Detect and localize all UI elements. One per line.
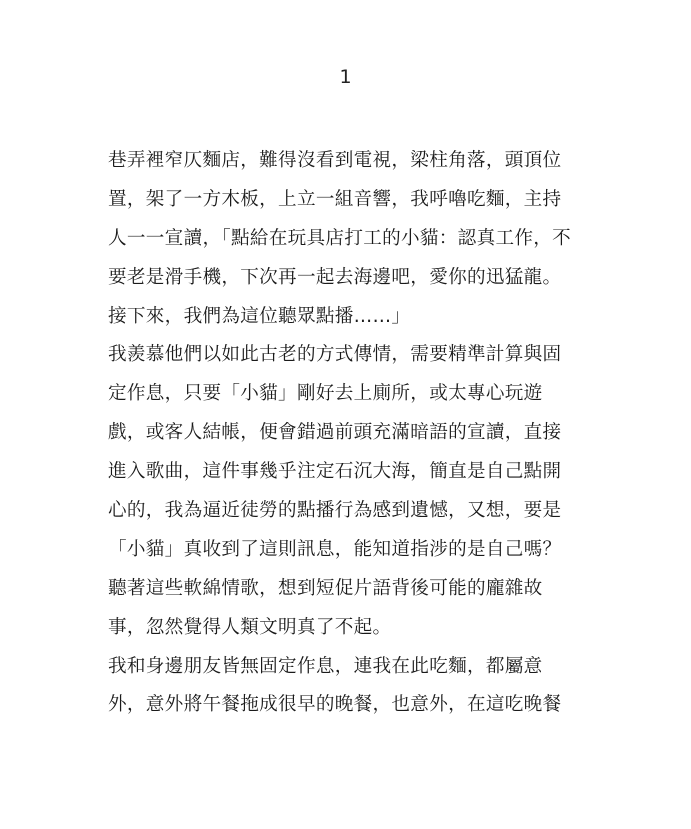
text-line: 定作息，只要「小貓」剛好去上廁所，或太專心玩遊 xyxy=(108,383,543,405)
body-text xyxy=(108,146,572,729)
text-line: 戲，或客人結帳，便會錯過前頭充滿暗語的宣讀，直接 xyxy=(108,422,562,444)
text-line: 接下來，我們為這位聽眾點播……」 xyxy=(108,305,411,327)
page-number: 1 xyxy=(339,66,352,88)
text-line: 心的，我為逼近徒勞的點播行為感到遺憾，又想，要是 xyxy=(108,500,562,522)
text-line: 要老是滑手機，下次再一起去海邊吧，愛你的迅猛龍。 xyxy=(108,266,562,288)
text-line: 我羨慕他們以如此古老的方式傳情，需要精準計算與固 xyxy=(108,344,562,366)
text-line: 我和身邊朋友皆無固定作息，連我在此吃麵，都屬意 xyxy=(108,655,543,677)
text-line: 事，忽然覺得人類文明真了不起。 xyxy=(108,616,392,638)
text-line: 聽著這些軟綿情歌，想到短促片語背後可能的龐雜故 xyxy=(108,577,543,599)
text-line: 巷弄裡窄仄麵店，難得沒看到電視，梁柱角落，頭頂位 xyxy=(108,150,562,171)
text-line: 「小貓」真收到了這則訊息，能知道指涉的是自己嗎？ xyxy=(108,538,562,560)
text-line: 置，架了一方木板，上立一組音響，我呼嚕吃麵，主持 xyxy=(108,188,562,210)
text-line: 外，意外將午餐拖成很早的晚餐，也意外，在這吃晚餐 xyxy=(108,694,562,716)
text-line: 進入歌曲，這件事幾乎注定石沉大海，簡直是自己點開 xyxy=(108,461,562,483)
text-line: 人一一宣讀，「點給在玩具店打工的小貓：認真工作，不 xyxy=(108,227,572,249)
